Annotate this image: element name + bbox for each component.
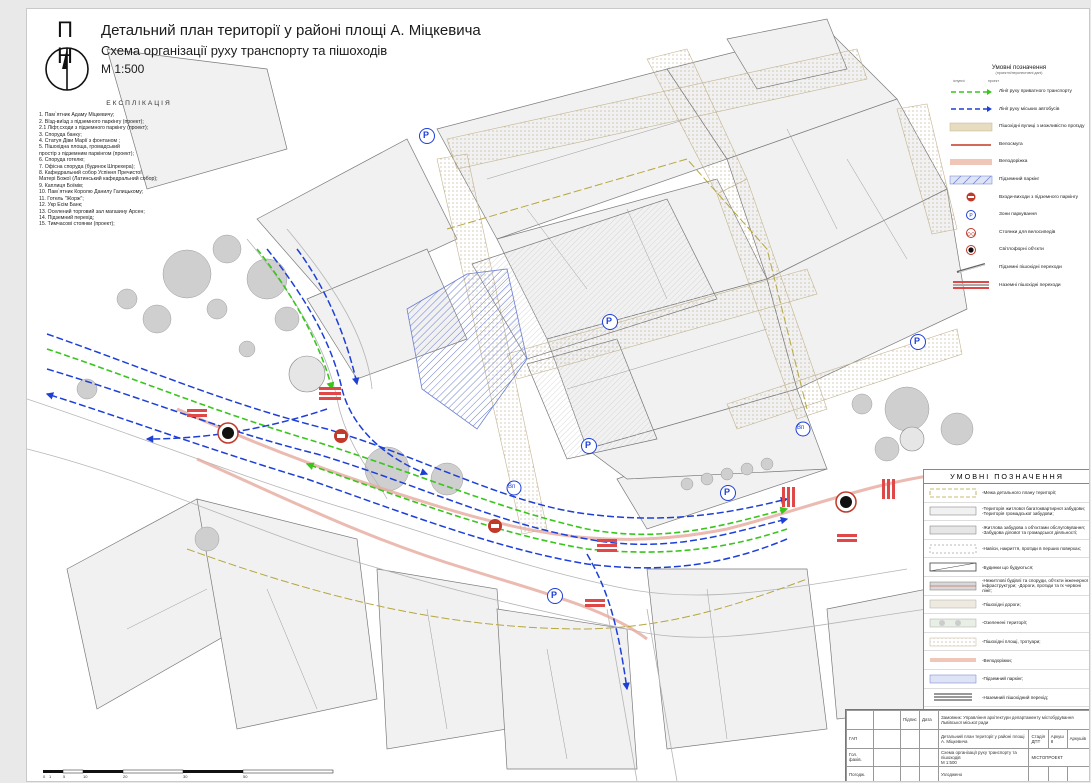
stamp-sheets-label: Аркушів — [1067, 729, 1089, 748]
legend-traffic-row — [949, 136, 1089, 154]
stamp-drawing-title: Схема організації руху транспорту та пішоходів — [941, 749, 1017, 760]
bus-stop-marker[interactable]: Вп — [797, 425, 805, 431]
stamp-date-label: Дата — [920, 711, 939, 730]
stamp-customer: Замовник: Управління архітектури департаменту містобудування Львівської міської ради — [939, 711, 1090, 730]
underground-crossing-icon — [949, 263, 993, 273]
scale-labels — [41, 774, 341, 780]
stamp-approvals-label: Погодж. — [847, 767, 874, 782]
scale-label: 30 — [183, 774, 188, 779]
stamp-stage — [1029, 729, 1048, 748]
legend-landuse-swatch — [928, 580, 978, 592]
explication-item: 11. Готель "Жорж"; — [39, 195, 84, 202]
traffic-light-icon — [949, 245, 993, 255]
explication-item: Матері Божої (Латинський кафедральний собор); — [39, 176, 158, 183]
monument-circle — [289, 356, 325, 392]
legend-landuse-row — [924, 651, 1090, 670]
explication-item: 2.1 Ліфт,сходи з підземного паркінгу (проект); — [39, 125, 149, 132]
parking-zone-icon — [949, 210, 993, 220]
legend-landuse-row — [924, 503, 1090, 522]
parking-entrance-icon — [949, 192, 993, 202]
explication-item: 6. Споруда готелю; — [39, 157, 85, 164]
legend-landuse-row — [924, 670, 1090, 689]
legend-traffic-row — [949, 83, 1089, 101]
parking-marker[interactable]: P — [606, 316, 613, 326]
legend-landuse-swatch — [928, 524, 978, 536]
parking-marker[interactable]: P — [585, 440, 592, 450]
legend-traffic-row — [949, 101, 1089, 119]
title-stamp — [845, 709, 1090, 782]
scale-bar — [41, 767, 341, 781]
svg-text:P: P — [969, 212, 973, 219]
legend-landuse-swatch — [928, 673, 978, 685]
fountain-circle — [900, 427, 924, 451]
parking-marker[interactable]: P — [914, 336, 921, 346]
explication-item: 14. Підземний перехід; — [39, 214, 94, 221]
legend-traffic-row — [949, 277, 1089, 295]
scale-label: 50 — [243, 774, 248, 779]
explication-item: 15. Тимчасові стоянки (проект); — [39, 221, 115, 228]
legend-traffic-label: Пішохідні вулиці з можливістю проїзду — [999, 124, 1085, 130]
logo — [39, 17, 99, 69]
pedestrian-street-icon — [949, 122, 993, 132]
legend-landuse-swatch — [928, 691, 978, 703]
explication-item: простір з підземним паркінгом (проект); — [39, 150, 134, 157]
stamp-chief-label: Гол. фахів. — [847, 748, 874, 767]
logo-letters: П Н — [57, 17, 81, 68]
legend-landuse — [923, 469, 1090, 717]
stamp-agreed-label: Узгоджено — [939, 767, 1029, 782]
legend-landuse-label: -Навіси, накриття, проїзди в перших поверхах; — [982, 545, 1082, 551]
legend-landuse-row — [924, 633, 1090, 652]
legend-traffic-row — [949, 241, 1089, 259]
explication-item: 10. Пам`ятник Королю Данилу Галицькому; — [39, 189, 144, 196]
legend-traffic-row — [949, 189, 1089, 207]
legend-landuse-row — [924, 577, 1090, 596]
underground-parking-icon — [949, 175, 993, 185]
stamp-sheet-value: 8 — [1050, 738, 1054, 744]
legend-traffic-label: Світлофорні об'єкти — [999, 247, 1044, 253]
stamp-scale: М 1:500 — [941, 759, 957, 765]
legend-landuse-swatch — [928, 598, 978, 610]
stamp-stage-value: ДПТ — [1031, 738, 1041, 744]
legend-landuse-label: -Озеленені території; — [982, 620, 1028, 626]
scale-label: 5 — [63, 774, 66, 779]
scale-label: 0 — [43, 774, 46, 779]
legend-landuse-label: -Територія житлової багатоквартирної забудови; -Територія громадської забудови; — [982, 506, 1085, 517]
legend-traffic-label: Стоянки для велосипедів — [999, 229, 1056, 235]
explication-item: 7. Офісна споруда (будинок Шпрехера); — [39, 163, 135, 170]
stamp-drawing — [939, 748, 1029, 767]
legend-landuse-label: -Будинки що будуються; — [982, 564, 1034, 570]
stamp-sign-label: Підпис — [901, 711, 920, 730]
legend-landuse-row — [924, 614, 1090, 633]
bike-lane-icon — [949, 140, 993, 150]
legend-landuse-swatch — [928, 487, 978, 499]
legend-traffic-label: Підземний паркінг — [999, 177, 1040, 183]
legend-landuse-label: -Підземний паркінг; — [982, 676, 1024, 682]
parking-marker[interactable]: P — [551, 590, 558, 600]
explication-item: 9. Каплиця Боїмів; — [39, 182, 84, 189]
legend-landuse-label: -Пішохідні площі, тротуари; — [982, 638, 1041, 644]
legend-landuse-label: -Велодоріжки; — [982, 657, 1012, 663]
stamp-project: Детальний план території у районі площі А. Міцкевича — [939, 729, 1029, 748]
explication-list — [39, 101, 239, 228]
explication-items — [39, 112, 239, 227]
legend-landuse-row — [924, 558, 1090, 577]
bus-line-icon — [949, 104, 993, 114]
legend-landuse-row — [924, 596, 1090, 615]
explication-item: 5. Пішохідна площа, громадський — [39, 144, 120, 151]
legend-traffic-row — [949, 153, 1089, 171]
explication-item: 2. Вїзд-виїзд з підземного паркінгу (проект); — [39, 118, 144, 125]
bike-parking-icon — [949, 228, 993, 238]
legend-landuse-swatch — [928, 636, 978, 648]
plan-sheet — [26, 8, 1090, 782]
legend-landuse-swatch — [928, 617, 978, 629]
legend-traffic-label: Велодоріжка — [999, 159, 1028, 165]
explication-item: 12. Укр Есім Банк; — [39, 202, 83, 209]
title-block — [101, 21, 481, 78]
stamp-sheet-label: Аркуш — [1050, 733, 1064, 739]
legend-col-existing: існуючі — [953, 79, 965, 83]
plan-subtitle: Схема організації руху транспорту та пішоходів — [101, 43, 388, 58]
legend-traffic — [949, 64, 1089, 294]
legend-col-project: проект — [987, 79, 999, 83]
bike-path-icon — [949, 157, 993, 167]
explication-item: 4. Статуя Діви Марії з фонтаном ; — [39, 138, 121, 145]
parking-marker[interactable]: P — [724, 487, 731, 497]
stamp-stage-label: Стадія — [1031, 733, 1045, 739]
stamp-org: МІСТОПРОЕКТ — [1029, 748, 1090, 767]
private-traffic-line-icon — [949, 87, 993, 97]
legend-landuse-row — [924, 521, 1090, 540]
legend-landuse-label: -Житлова забудова з об'єктами обслуговування; -Забудова ділової та громадської діяльності; — [982, 524, 1086, 535]
legend-landuse-row — [924, 540, 1090, 559]
stamp-table — [846, 710, 1090, 782]
legend-landuse-row — [924, 689, 1090, 708]
legend-landuse-swatch — [928, 505, 978, 517]
scale-label: 1 — [49, 774, 52, 779]
legend-traffic-heading: Умовні позначення — [991, 64, 1047, 71]
legend-landuse-label: -Наземний пішохідний перехід; — [982, 694, 1049, 700]
legend-landuse-label: -Пішохідні дороги; — [982, 601, 1021, 607]
legend-landuse-items — [924, 484, 1090, 707]
legend-traffic-row — [949, 171, 1089, 189]
legend-landuse-swatch — [928, 654, 978, 666]
explication-heading: ЕКСПЛІКАЦІЯ — [106, 100, 172, 107]
legend-traffic-label: Зони паркування — [999, 212, 1037, 218]
legend-landuse-label: -Межа детального плану території; — [982, 490, 1057, 496]
explication-item: 8. Кафедральний собор Успіння Пречистої — [39, 170, 142, 177]
legend-traffic-row — [949, 259, 1089, 277]
legend-traffic-row — [949, 224, 1089, 242]
plan-title: Детальний план території у районі площі А. Міцкевича — [101, 22, 481, 39]
legend-landuse-swatch — [928, 561, 978, 573]
legend-traffic-label: Наземні пішохідні переходи — [999, 282, 1061, 288]
legend-traffic-label: Підземні пішохідні переходи — [999, 265, 1062, 271]
legend-landuse-label: -Нежитлові будівлі та споруди, об'єкти інженерної інфраструктури; -Дороги, проїзди та їх червоні лінії; — [982, 577, 1088, 594]
legend-traffic-label: Входи-виходи з підземного паркінгу — [999, 194, 1079, 200]
legend-traffic-row — [949, 206, 1089, 224]
ground-crossing-icon — [949, 280, 993, 290]
plan-scale: М 1:500 — [101, 62, 145, 76]
legend-landuse-swatch — [928, 543, 978, 555]
explication-item: 13. Оселений торговий зал магазину Арсен; — [39, 208, 145, 215]
scale-label: 20 — [123, 774, 128, 779]
legend-traffic-subheading: (проектні/перспективні дані) — [995, 71, 1043, 75]
legend-traffic-label: Велосмуга — [999, 141, 1023, 147]
legend-traffic-items — [949, 83, 1089, 294]
explication-item: 1. Пам`ятник Адаму Міцкевичу; — [39, 112, 115, 119]
parking-marker[interactable]: P — [423, 130, 430, 140]
scale-label: 10 — [83, 774, 88, 779]
stamp-sheet — [1048, 729, 1067, 748]
legend-traffic-label: Лінії руху приватного транспорту — [999, 89, 1072, 95]
legend-landuse-row — [924, 484, 1090, 503]
bus-stop-marker[interactable]: Вп — [508, 484, 516, 490]
legend-landuse-heading: УМОВНІ ПОЗНАЧЕННЯ — [924, 470, 1090, 484]
legend-traffic-row — [949, 118, 1089, 136]
legend-traffic-label: Лінії руху міських автобусів — [999, 106, 1060, 112]
stamp-gap-label: ГАП — [847, 729, 874, 748]
explication-item: 3. Споруда банку; — [39, 131, 82, 138]
